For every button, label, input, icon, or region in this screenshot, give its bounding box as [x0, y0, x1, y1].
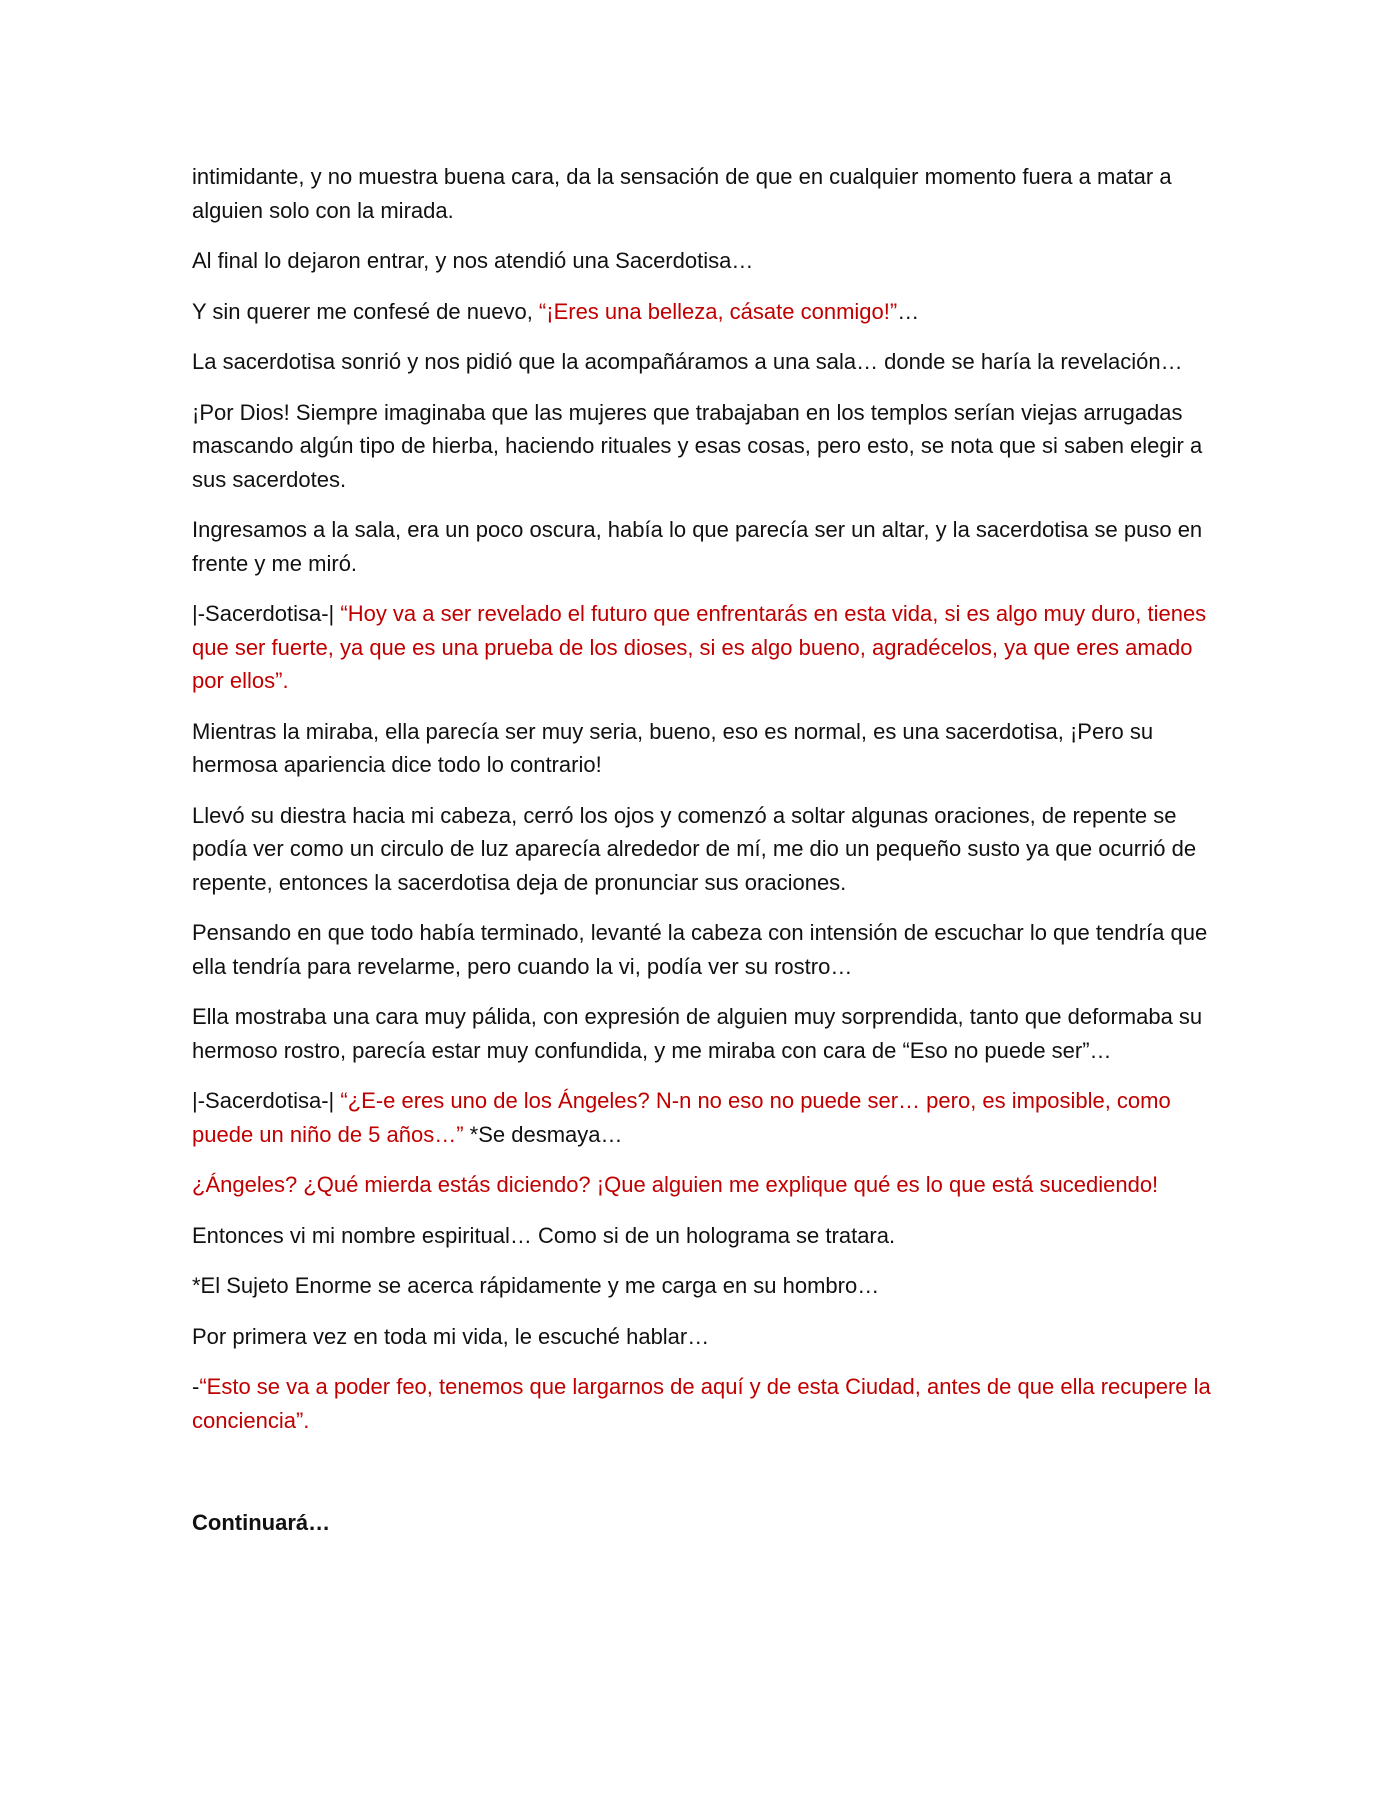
- narration-text: La sacerdotisa sonrió y nos pidió que la acompañáramos a una sala… donde se haría la revelación…: [192, 349, 1183, 374]
- story-paragraph: [192, 396, 1214, 497]
- dialogue-text: “¡Eres una belleza, cásate conmigo!”: [538, 298, 898, 324]
- dialogue-text: “¿E-e eres uno de los Ángeles? N-n no eso no puede ser… pero, es imposible, como puede un niño de 5 años…”: [192, 1088, 1171, 1147]
- story-paragraph: [192, 1370, 1214, 1437]
- story-paragraph: [192, 1168, 1214, 1202]
- narration-text: *Se desmaya…: [463, 1121, 623, 1147]
- story-paragraph: [192, 1320, 1214, 1354]
- story-paragraph: [192, 513, 1214, 580]
- dialogue-text: “Hoy va a ser revelado el futuro que enfrentarás en esta vida, si es algo muy duro, tienes que ser fuerte, ya que es una prueba de los dioses, si es algo bueno, agradécelos, ya que eres amado por ellos”.: [192, 601, 1207, 693]
- narration-text: intimidante, y no muestra buena cara, da la sensación de que en cualquier momento fuera a matar a alguien solo con la mirada.: [192, 164, 1172, 223]
- story-paragraph: [192, 799, 1214, 900]
- document-page: [192, 160, 1214, 1540]
- story-paragraph: [192, 1269, 1214, 1303]
- story-paragraph: [192, 160, 1214, 227]
- narration-text: …: [897, 298, 920, 324]
- narration-text: Ella mostraba una cara muy pálida, con expresión de alguien muy sorprendida, tanto que deformaba su hermoso rostro, parecía estar muy confundida, y me miraba con cara de “Eso no puede ser”…: [192, 1004, 1203, 1063]
- closing-line: Continuará…: [192, 1510, 331, 1535]
- story-body: [192, 160, 1214, 1437]
- narration-text: Mientras la miraba, ella parecía ser muy seria, bueno, eso es normal, es una sacerdotisa, ¡Pero su hermosa apariencia dice todo lo contrario!: [192, 718, 1154, 777]
- story-paragraph: [192, 295, 1214, 329]
- story-paragraph: [192, 597, 1214, 698]
- narration-text: |-Sacerdotisa-|: [192, 601, 341, 626]
- narration-text: -: [192, 1374, 200, 1399]
- narration-text: Llevó su diestra hacia mi cabeza, cerró los ojos y comenzó a soltar algunas oraciones, de repente se podía ver como un circulo de luz aparecía alrededor de mí, me dio un pequeño susto ya que ocurrió de repente, entonces la sacerdotisa deja de pronunciar sus oraciones.: [192, 802, 1197, 895]
- narration-text: Por primera vez en toda mi vida, le escuché hablar…: [192, 1323, 710, 1349]
- dialogue-text: ¿Ángeles? ¿Qué mierda estás diciendo? ¡Que alguien me explique qué es lo que está sucediendo!: [192, 1172, 1159, 1197]
- dialogue-text: “Esto se va a poder feo, tenemos que largarnos de aquí y de esta Ciudad, antes de que ella recupere la conciencia”.: [192, 1374, 1211, 1433]
- story-paragraph: [192, 1000, 1214, 1067]
- narration-text: Ingresamos a la sala, era un poco oscura, había lo que parecía ser un altar, y la sacerdotisa se puso en frente y me miró.: [192, 517, 1203, 576]
- narration-text: *El Sujeto Enorme se acerca rápidamente y me carga en su hombro…: [192, 1273, 880, 1298]
- story-paragraph: [192, 1084, 1214, 1151]
- story-paragraph: [192, 244, 1214, 278]
- story-paragraph: [192, 916, 1214, 983]
- narration-text: Entonces vi mi nombre espiritual… Como si de un holograma se tratara.: [192, 1222, 896, 1248]
- narration-text: Al final lo dejaron entrar, y nos atendió una Sacerdotisa…: [192, 248, 754, 273]
- story-paragraph: [192, 715, 1214, 782]
- story-paragraph: [192, 345, 1214, 379]
- narration-text: Pensando en que todo había terminado, levanté la cabeza con intensión de escuchar lo que tendría que ella tendría para revelarme, pero cuando la vi, podía ver su rostro…: [192, 920, 1208, 979]
- section-spacer: [192, 1454, 1214, 1506]
- narration-text: Y sin querer me confesé de nuevo,: [192, 298, 539, 324]
- narration-text: ¡Por Dios! Siempre imaginaba que las mujeres que trabajaban en los templos serían viejas arrugadas mascando algún tipo de hierba, haciendo rituales y esas cosas, pero esto, se nota que si saben elegir a sus sacerdotes.: [192, 399, 1203, 492]
- story-paragraph: [192, 1219, 1214, 1253]
- narration-text: |-Sacerdotisa-|: [192, 1088, 341, 1113]
